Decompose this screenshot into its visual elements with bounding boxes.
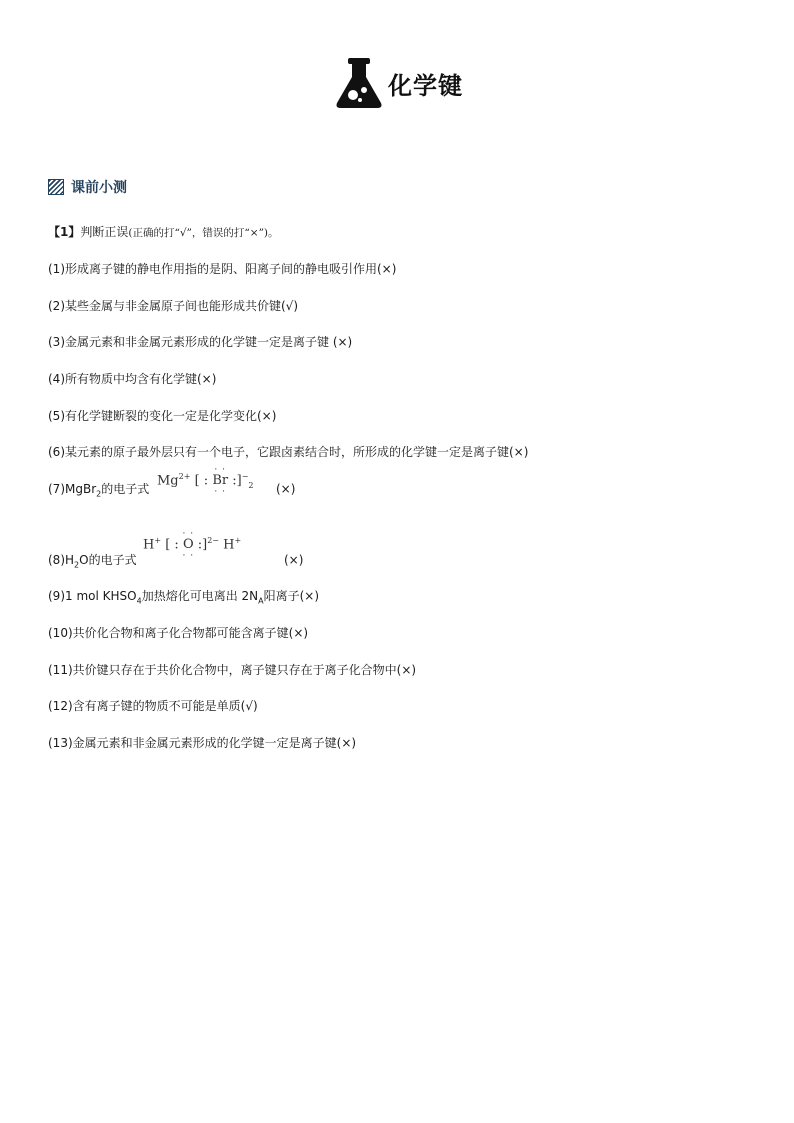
question-stem-text: 判断正误 [80,225,129,239]
list-item: (11)共价键只存在于共价化合物中，离子键只存在于离子化合物中(×) [48,663,417,677]
list-item: (5)有化学键断裂的变化一定是化学变化(×) [48,409,277,423]
h2o-electron-formula: H+ [ : · · O · · :]$^{2-}$ H+ [143,534,241,552]
list-item: (6)某元素的原子最外层只有一个电子，它跟卤素结合时，所形成的化学键一定是离子键(×) [48,445,529,459]
list-item: (7)MgBr$_2$的电子式 [48,482,150,499]
section-header [48,177,127,197]
list-item: (13)金属元素和非金属元素形成的化学键一定是离子键(×) [48,736,357,750]
hatched-square-icon [48,179,64,195]
list-item: (4)所有物质中均含有化学键(×) [48,372,217,386]
list-item: (12)含有离子键的物质不可能是单质(√) [48,699,258,713]
question-instruction: (正确的打“√”，错误的打“×”)。 [128,227,279,239]
section-title: 课前小测 [71,180,127,196]
list-item: (3)金属元素和非金属元素形成的化学键一定是离子键 (×) [48,335,353,349]
list-item: (9)1 mol $KHSO_4$加热熔化可电离出 $2N_A$阳离子(×) [48,589,320,606]
answer-mark: (×) [284,553,304,567]
page-title: 化学键 [388,71,463,100]
question-number: 【1】 [48,225,81,239]
question-stem [48,225,279,240]
list-item: (2)某些金属与非金属原子间也能形成共价键(√) [48,299,299,313]
mgbr2-electron-formula: $Mg^{2+}$ [ : · · Br · · $:]^-_2$ [157,470,254,493]
list-item: $(8)H_2O$的电子式 [48,553,137,570]
answer-mark: (×) [276,482,296,496]
list-item: (10)共价化合物和离子化合物都可能含离子键(×) [48,626,309,640]
list-item: (1)形成离子键的静电作用指的是阴、阳离子间的静电吸引作用(×) [48,262,397,276]
page-header [336,57,463,109]
flask-icon [336,57,384,109]
